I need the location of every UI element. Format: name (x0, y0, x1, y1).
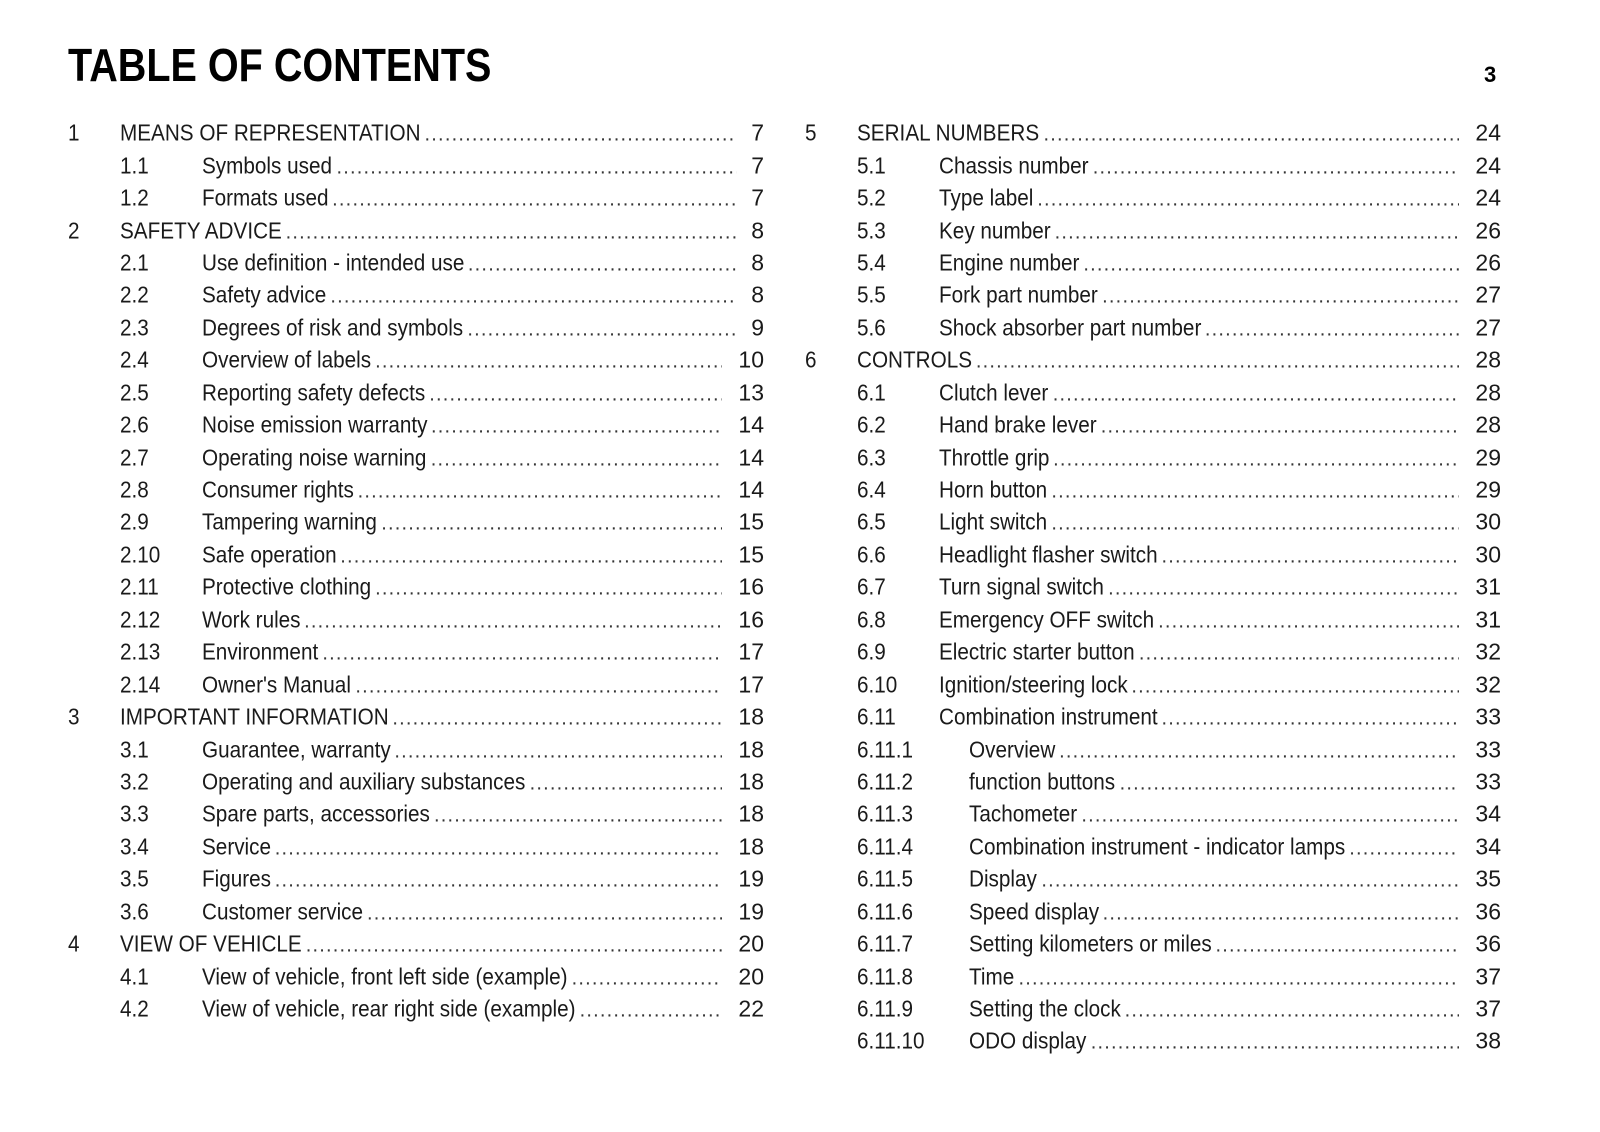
toc-entry-title[interactable]: Setting the clock (969, 995, 1121, 1022)
toc-entry-number: 6.5 (857, 508, 886, 535)
dot-leader (286, 221, 737, 244)
dot-leader (1044, 124, 1459, 147)
toc-entry[interactable] (803, 182, 1501, 214)
toc-entry-title[interactable]: Operating noise warning (202, 444, 427, 471)
toc-entry[interactable] (66, 766, 764, 798)
toc-entry-title[interactable]: Protective clothing (202, 573, 372, 600)
toc-entry-number: 6.11.6 (857, 898, 914, 925)
toc-entry-title[interactable]: Emergency OFF switch (939, 606, 1155, 633)
dot-leader (1101, 416, 1459, 439)
toc-entry-page[interactable]: 37 (1475, 995, 1501, 1022)
toc-entry[interactable] (66, 539, 764, 571)
toc-left-column (66, 117, 764, 1025)
toc-entry[interactable] (803, 539, 1501, 571)
toc-entry-number: 4.1 (120, 963, 149, 990)
toc-entry-title[interactable]: Fork part number (939, 281, 1098, 308)
toc-entry[interactable] (803, 409, 1501, 441)
toc-entry-page[interactable]: 33 (1475, 703, 1501, 730)
toc-entry-number: 4.2 (120, 995, 149, 1022)
toc-entry-number: 6.8 (857, 606, 886, 633)
toc-entry[interactable] (66, 214, 764, 246)
toc-entry-page[interactable]: 17 (738, 671, 764, 698)
dot-leader (1059, 740, 1459, 763)
toc-entry-number: 1 (68, 119, 80, 146)
toc-entry[interactable] (66, 474, 764, 506)
dot-leader (431, 448, 722, 471)
toc-entry-page[interactable]: 16 (738, 606, 764, 633)
dot-leader (468, 253, 737, 276)
toc-entry-number: 1.2 (120, 184, 149, 211)
dot-leader (392, 708, 722, 731)
toc-entry[interactable] (66, 441, 764, 473)
toc-entry-title[interactable]: Hand brake lever (939, 411, 1097, 438)
toc-entry[interactable] (66, 928, 764, 960)
dot-leader (1158, 610, 1459, 633)
toc-entry-page[interactable]: 18 (738, 833, 764, 860)
toc-entry[interactable] (66, 604, 764, 636)
toc-entry-page[interactable]: 30 (1475, 508, 1501, 535)
toc-entry-page[interactable]: 37 (1475, 963, 1501, 990)
toc-entry[interactable] (803, 279, 1501, 311)
toc-entry-number: 3.4 (120, 833, 149, 860)
toc-entry-number: 6.10 (857, 671, 898, 698)
toc-entry-title[interactable]: Shock absorber part number (939, 314, 1202, 341)
dot-leader (580, 1000, 722, 1023)
dot-leader (1103, 902, 1459, 925)
toc-entry-page[interactable]: 8 (751, 217, 764, 244)
toc-entry-page[interactable]: 7 (751, 152, 764, 179)
dot-leader (1162, 545, 1459, 568)
toc-entry-title[interactable]: Safety advice (202, 281, 327, 308)
toc-entry[interactable] (66, 896, 764, 928)
toc-entry-page[interactable]: 14 (738, 476, 764, 503)
toc-entry-title[interactable]: CONTROLS (857, 346, 973, 373)
toc-entry-title[interactable]: IMPORTANT INFORMATION (120, 703, 389, 730)
toc-entry-page[interactable]: 31 (1475, 573, 1501, 600)
page-title: TABLE OF CONTENTS (68, 39, 492, 91)
dot-leader (1120, 772, 1459, 795)
toc-entry-number: 6.11.2 (857, 768, 914, 795)
toc-entry-page[interactable]: 16 (738, 573, 764, 600)
toc-entry-page[interactable]: 28 (1475, 411, 1501, 438)
toc-entry-page[interactable]: 27 (1475, 281, 1501, 308)
toc-entry-title[interactable]: SERIAL NUMBERS (857, 119, 1040, 146)
dot-leader (337, 156, 738, 179)
toc-entry-page[interactable]: 7 (751, 119, 764, 146)
toc-entry-page[interactable]: 14 (738, 444, 764, 471)
toc-entry[interactable] (66, 733, 764, 765)
toc-right-column (803, 117, 1501, 1058)
toc-entry-title[interactable]: Use definition - intended use (202, 249, 465, 276)
toc-entry-page[interactable]: 24 (1475, 184, 1501, 211)
toc-entry-number: 5.1 (857, 152, 886, 179)
toc-entry-title[interactable]: Turn signal switch (939, 573, 1104, 600)
toc-entry-title[interactable]: Operating and auxiliary substances (202, 768, 526, 795)
dot-leader (381, 513, 722, 536)
toc-entry-number: 5.2 (857, 184, 886, 211)
toc-entry-page[interactable]: 32 (1475, 671, 1501, 698)
toc-entry[interactable] (803, 344, 1501, 376)
toc-entry-page[interactable]: 29 (1475, 476, 1501, 503)
dot-leader (1055, 221, 1459, 244)
toc-entry-title[interactable]: Tampering warning (202, 508, 377, 535)
dot-leader (332, 189, 737, 212)
toc-entry-number: 6.11 (857, 703, 896, 730)
toc-entry-number: 3.1 (120, 736, 149, 763)
toc-entry-number: 5.3 (857, 217, 886, 244)
dot-leader (1041, 870, 1459, 893)
toc-entry-title[interactable]: Combination instrument (939, 703, 1158, 730)
dot-leader (306, 935, 722, 958)
dot-leader (429, 383, 722, 406)
toc-entry-page[interactable]: 24 (1475, 119, 1501, 146)
dot-leader (340, 545, 722, 568)
toc-entry-title[interactable]: Symbols used (202, 152, 333, 179)
dot-leader (1083, 253, 1459, 276)
toc-entry-page[interactable]: 18 (738, 736, 764, 763)
toc-entry-number: 5.6 (857, 314, 886, 341)
toc-entry-title[interactable]: Environment (202, 638, 319, 665)
toc-entry[interactable] (803, 701, 1501, 733)
toc-entry-number: 5 (805, 119, 817, 146)
toc-entry[interactable] (66, 344, 764, 376)
toc-entry[interactable] (66, 798, 764, 830)
dot-leader (304, 610, 722, 633)
dot-leader (322, 643, 722, 666)
toc-entry-title[interactable]: Chassis number (939, 152, 1089, 179)
dot-leader (367, 902, 722, 925)
toc-entry-page[interactable]: 20 (738, 930, 764, 957)
toc-entry-number: 2.10 (120, 541, 161, 568)
toc-entry-page[interactable]: 22 (738, 995, 764, 1022)
toc-entry-number: 6.11.1 (857, 736, 914, 763)
dot-leader (275, 870, 722, 893)
toc-entry[interactable] (66, 863, 764, 895)
dot-leader (275, 837, 722, 860)
toc-entry[interactable] (66, 312, 764, 344)
toc-entry-number: 2.12 (120, 606, 161, 633)
toc-entry-number: 2 (68, 217, 80, 244)
toc-entry-title[interactable]: Work rules (202, 606, 301, 633)
toc-entry-page[interactable]: 19 (738, 898, 764, 925)
toc-entry-number: 4 (68, 930, 80, 957)
dot-leader (1215, 935, 1459, 958)
toc-entry-title[interactable]: Overview (969, 736, 1056, 763)
dot-leader (358, 481, 722, 504)
toc-entry-number: 5.4 (857, 249, 886, 276)
toc-entry-title[interactable]: MEANS OF REPRESENTATION (120, 119, 421, 146)
toc-entry-title[interactable]: Combination instrument - indicator lamps (969, 833, 1346, 860)
toc-entry-number: 6.11.7 (857, 930, 914, 957)
toc-entry-page[interactable]: 24 (1475, 152, 1501, 179)
toc-entry[interactable] (803, 928, 1501, 960)
toc-entry-page[interactable]: 38 (1475, 1027, 1501, 1054)
toc-entry[interactable] (803, 766, 1501, 798)
toc-entry-number: 2.3 (120, 314, 149, 341)
toc-entry-page[interactable]: 31 (1475, 606, 1501, 633)
toc-entry-title[interactable]: Ignition/steering lock (939, 671, 1128, 698)
toc-entry-title[interactable]: Light switch (939, 508, 1048, 535)
toc-entry-number: 6.11.10 (857, 1027, 925, 1054)
toc-entry-number: 6.7 (857, 573, 886, 600)
toc-entry-page[interactable]: 18 (738, 768, 764, 795)
dot-leader (1053, 383, 1459, 406)
toc-entry-title[interactable]: SAFETY ADVICE (120, 217, 282, 244)
toc-entry-page[interactable]: 20 (738, 963, 764, 990)
toc-entry-title[interactable]: Tachometer (969, 800, 1078, 827)
toc-entry-number: 2.13 (120, 638, 161, 665)
toc-entry-page[interactable]: 30 (1475, 541, 1501, 568)
toc-entry[interactable] (66, 247, 764, 279)
toc-entry-title[interactable]: ODO display (969, 1027, 1087, 1054)
dot-leader (434, 805, 722, 828)
dot-leader (1108, 578, 1459, 601)
toc-entry-page[interactable]: 10 (738, 346, 764, 373)
toc-entry[interactable] (66, 668, 764, 700)
toc-entry-number: 3.3 (120, 800, 149, 827)
toc-entry-page[interactable]: 8 (751, 249, 764, 276)
toc-entry-page[interactable]: 13 (738, 379, 764, 406)
toc-entry-title[interactable]: Horn button (939, 476, 1048, 503)
toc-entry-page[interactable]: 28 (1475, 346, 1501, 373)
toc-entry-page[interactable]: 18 (738, 800, 764, 827)
toc-entry-title[interactable]: VIEW OF VEHICLE (120, 930, 302, 957)
toc-entry[interactable] (803, 571, 1501, 603)
toc-entry[interactable] (803, 733, 1501, 765)
toc-entry-number: 3.6 (120, 898, 149, 925)
toc-entry-page[interactable]: 28 (1475, 379, 1501, 406)
dot-leader (1125, 1000, 1459, 1023)
toc-entry-title[interactable]: Owner's Manual (202, 671, 351, 698)
toc-entry-number: 5.5 (857, 281, 886, 308)
toc-entry-number: 6 (805, 346, 817, 373)
toc-entry-title[interactable]: Noise emission warranty (202, 411, 428, 438)
dot-leader (1051, 481, 1459, 504)
toc-entry[interactable] (803, 831, 1501, 863)
toc-entry-number: 6.11.8 (857, 963, 914, 990)
toc-entry-page[interactable]: 34 (1475, 833, 1501, 860)
dot-leader (431, 416, 722, 439)
toc-entry-title[interactable]: Time (969, 963, 1015, 990)
toc-entry[interactable] (803, 636, 1501, 668)
dot-leader (530, 772, 722, 795)
dot-leader (572, 967, 722, 990)
toc-entry-number: 3.2 (120, 768, 149, 795)
toc-entry[interactable] (803, 604, 1501, 636)
toc-entry-number: 2.9 (120, 508, 149, 535)
toc-entry[interactable] (66, 377, 764, 409)
toc-entry-number: 2.8 (120, 476, 149, 503)
toc-entry-title[interactable]: Type label (939, 184, 1034, 211)
toc-entry-title[interactable]: Throttle grip (939, 444, 1050, 471)
toc-entry-title[interactable]: Electric starter button (939, 638, 1135, 665)
toc-entry-page[interactable]: 35 (1475, 865, 1501, 892)
toc-entry-page[interactable]: 34 (1475, 800, 1501, 827)
toc-entry-number: 6.1 (857, 379, 886, 406)
toc-entry-number: 3 (68, 703, 80, 730)
toc-entry-number: 2.2 (120, 281, 149, 308)
toc-entry-title[interactable]: Figures (202, 865, 272, 892)
dot-leader (355, 675, 722, 698)
toc-entry-number: 6.11.9 (857, 995, 914, 1022)
dot-leader (330, 286, 737, 309)
toc-entry[interactable] (803, 117, 1501, 149)
toc-entry-page[interactable]: 26 (1475, 217, 1501, 244)
toc-entry[interactable] (803, 1025, 1501, 1057)
toc-entry[interactable] (66, 831, 764, 863)
toc-entry-page[interactable]: 26 (1475, 249, 1501, 276)
toc-entry-title[interactable]: Consumer rights (202, 476, 354, 503)
toc-entry[interactable] (803, 312, 1501, 344)
toc-entry-title[interactable]: Speed display (969, 898, 1100, 925)
toc-entry[interactable] (66, 149, 764, 181)
toc-entry-number: 2.1 (120, 249, 149, 276)
toc-entry-title[interactable]: function buttons (969, 768, 1116, 795)
toc-entry-page[interactable]: 8 (751, 281, 764, 308)
dot-leader (1131, 675, 1459, 698)
toc-entry-page[interactable]: 17 (738, 638, 764, 665)
toc-entry-page[interactable]: 19 (738, 865, 764, 892)
toc-entry-number: 6.4 (857, 476, 886, 503)
toc-entry-page[interactable]: 18 (738, 703, 764, 730)
toc-entry-title[interactable]: Guarantee, warranty (202, 736, 391, 763)
dot-leader (375, 578, 722, 601)
toc-entry-number: 2.6 (120, 411, 149, 438)
toc-entry-page[interactable]: 36 (1475, 930, 1501, 957)
toc-entry[interactable] (66, 117, 764, 149)
dot-leader (394, 740, 722, 763)
toc-entry[interactable] (803, 798, 1501, 830)
toc-entry[interactable] (66, 182, 764, 214)
toc-entry[interactable] (803, 896, 1501, 928)
toc-entry-title[interactable]: Setting kilometers or miles (969, 930, 1212, 957)
dot-leader (1081, 805, 1459, 828)
toc-entry-number: 2.7 (120, 444, 149, 471)
toc-entry-number: 6.11.4 (857, 833, 914, 860)
toc-entry-page[interactable]: 32 (1475, 638, 1501, 665)
toc-entry-page[interactable]: 14 (738, 411, 764, 438)
toc-entry-title[interactable]: View of vehicle, rear right side (example) (202, 995, 576, 1022)
toc-entry-number: 2.11 (120, 573, 159, 600)
toc-entry[interactable] (66, 506, 764, 538)
toc-entry-title[interactable]: Formats used (202, 184, 329, 211)
dot-leader (976, 351, 1459, 374)
toc-entry[interactable] (66, 993, 764, 1025)
toc-entry[interactable] (803, 247, 1501, 279)
toc-entry[interactable] (803, 149, 1501, 181)
toc-entry[interactable] (66, 279, 764, 311)
toc-entry-title[interactable]: Display (969, 865, 1037, 892)
toc-entry-number: 2.4 (120, 346, 149, 373)
dot-leader (1349, 837, 1459, 860)
toc-entry-number: 6.2 (857, 411, 886, 438)
dot-leader (425, 124, 737, 147)
dot-leader (1037, 189, 1459, 212)
dot-leader (1205, 318, 1459, 341)
toc-entry-title[interactable]: Service (202, 833, 272, 860)
toc-entry-page[interactable]: 29 (1475, 444, 1501, 471)
page-number: 3 (1484, 62, 1497, 87)
toc-entry-page[interactable]: 27 (1475, 314, 1501, 341)
toc-entry-number: 6.9 (857, 638, 886, 665)
toc-entry-page[interactable]: 15 (738, 541, 764, 568)
toc-entry[interactable] (803, 441, 1501, 473)
dot-leader (467, 318, 737, 341)
toc-entry-page[interactable]: 7 (751, 184, 764, 211)
dot-leader (1091, 1032, 1459, 1055)
dot-leader (1093, 156, 1459, 179)
toc-entry-title[interactable]: View of vehicle, front left side (example) (202, 963, 568, 990)
toc-entry[interactable] (803, 506, 1501, 538)
toc-entry-title[interactable]: Overview of labels (202, 346, 372, 373)
toc-entry-page[interactable]: 15 (738, 508, 764, 535)
toc-entry-number: 6.3 (857, 444, 886, 471)
toc-entry-title[interactable]: Degrees of risk and symbols (202, 314, 464, 341)
toc-entry-page[interactable]: 36 (1475, 898, 1501, 925)
toc-entry-title[interactable]: Key number (939, 217, 1051, 244)
toc-entry[interactable] (66, 701, 764, 733)
toc-entry-title[interactable]: Safe operation (202, 541, 337, 568)
toc-entry-page[interactable]: 33 (1475, 736, 1501, 763)
toc-entry[interactable] (66, 571, 764, 603)
dot-leader (1162, 708, 1459, 731)
toc-entry[interactable] (803, 863, 1501, 895)
toc-entry-title[interactable]: Clutch lever (939, 379, 1049, 406)
toc-entry[interactable] (803, 214, 1501, 246)
toc-entry[interactable] (803, 377, 1501, 409)
toc-entry-number: 3.5 (120, 865, 149, 892)
toc-entry[interactable] (803, 474, 1501, 506)
dot-leader (1139, 643, 1459, 666)
toc-entry-number: 6.11.3 (857, 800, 914, 827)
toc-entry[interactable] (66, 636, 764, 668)
toc-entry[interactable] (66, 960, 764, 992)
dot-leader (1051, 513, 1459, 536)
dot-leader (1053, 448, 1459, 471)
dot-leader (375, 351, 722, 374)
dot-leader (1019, 967, 1459, 990)
toc-entry[interactable] (66, 409, 764, 441)
toc-entry[interactable] (803, 668, 1501, 700)
dot-leader (1102, 286, 1459, 309)
toc-entry-page[interactable]: 33 (1475, 768, 1501, 795)
toc-entry-title[interactable]: Spare parts, accessories (202, 800, 430, 827)
toc-entry-title[interactable]: Engine number (939, 249, 1080, 276)
toc-entry-title[interactable]: Reporting safety defects (202, 379, 426, 406)
toc-entry-page[interactable]: 9 (751, 314, 764, 341)
toc-entry-number: 6.6 (857, 541, 886, 568)
toc-entry[interactable] (803, 960, 1501, 992)
toc-entry[interactable] (803, 993, 1501, 1025)
toc-entry-number: 1.1 (120, 152, 149, 179)
toc-entry-number: 2.14 (120, 671, 161, 698)
toc-entry-number: 2.5 (120, 379, 149, 406)
toc-entry-title[interactable]: Customer service (202, 898, 364, 925)
toc-entry-number: 6.11.5 (857, 865, 914, 892)
toc-entry-title[interactable]: Headlight flasher switch (939, 541, 1158, 568)
